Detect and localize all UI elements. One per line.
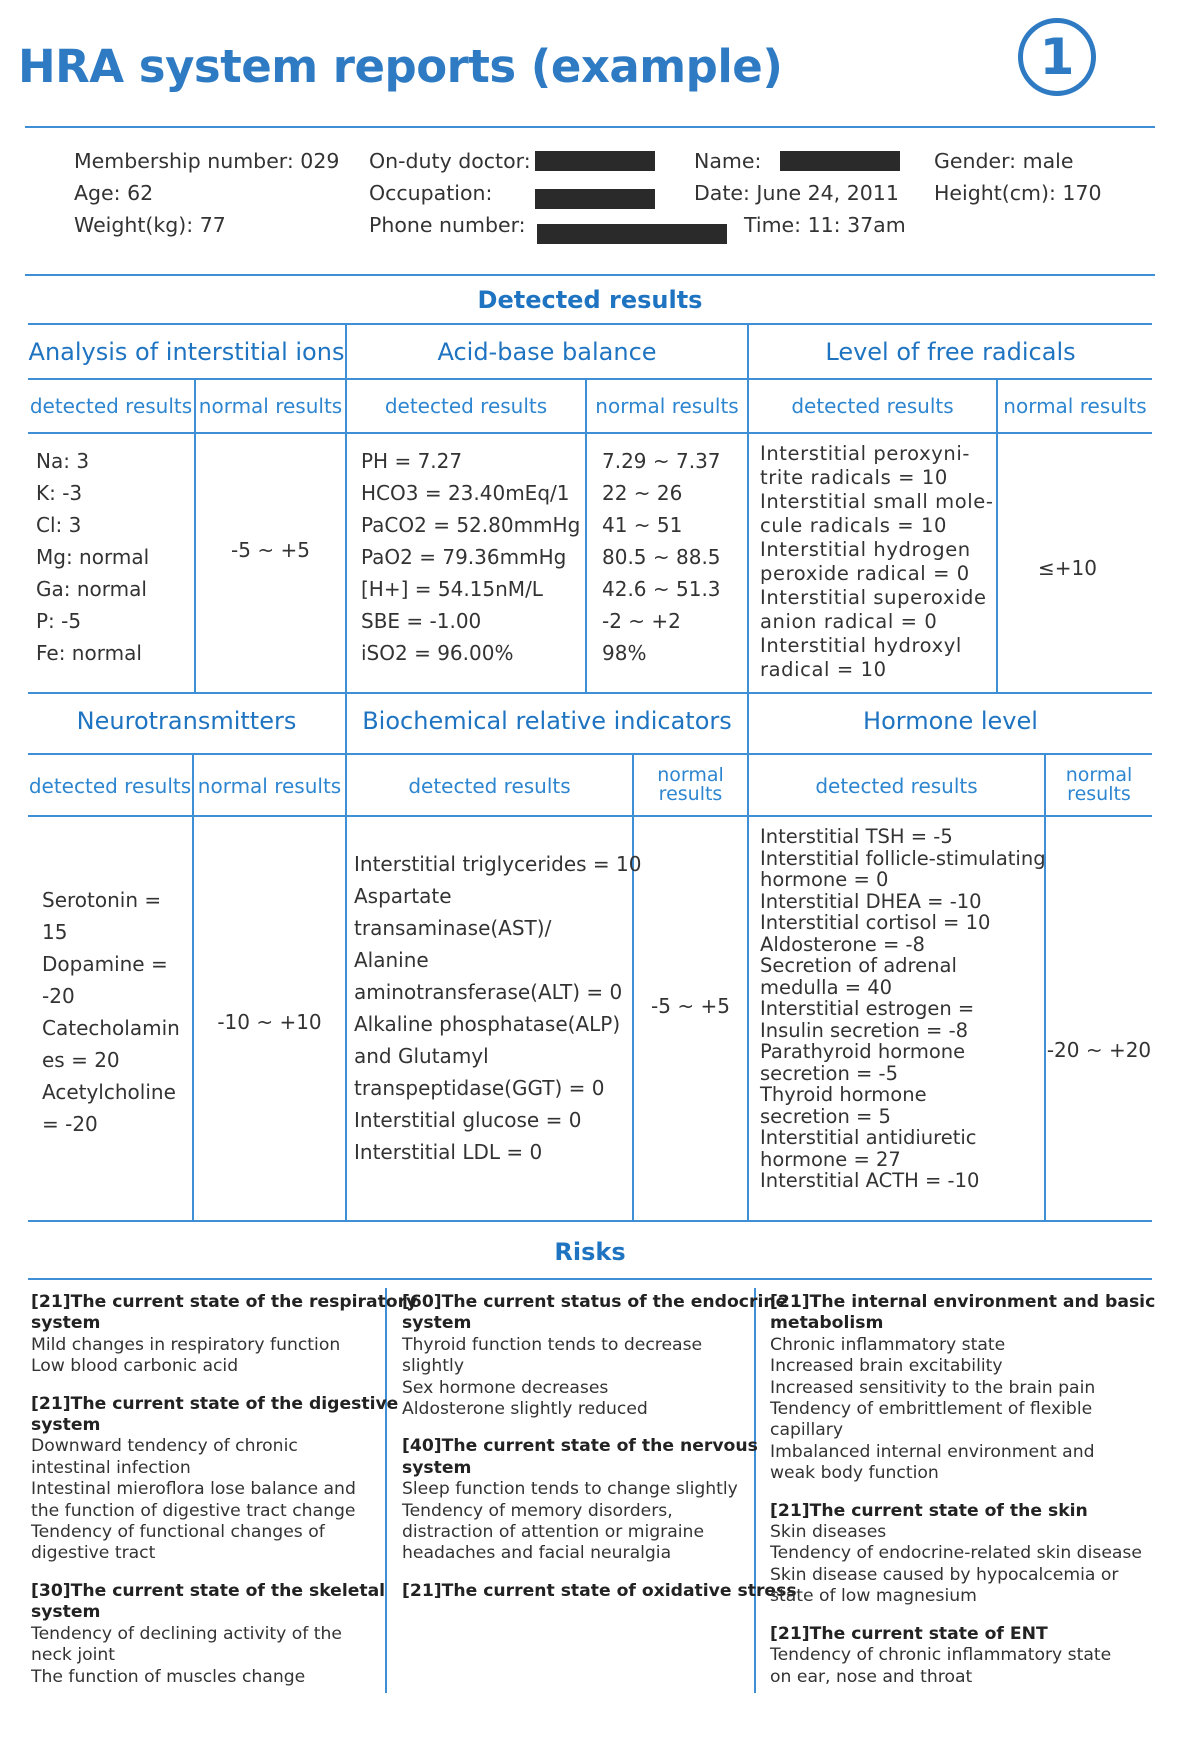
value-line: Interstitial peroxyni-: [760, 442, 971, 465]
value-line: trite radicals = 10: [760, 466, 948, 489]
risk-item: Tendency of chronic inflammatory state: [770, 1645, 1112, 1666]
col-normal-results-line: results: [658, 783, 723, 805]
table-divider: [996, 378, 998, 692]
value-line: = -20: [42, 1112, 98, 1136]
table-rule: [28, 1220, 1152, 1222]
date: Date: June 24, 2011: [694, 181, 899, 205]
risk-item: Tendency of endocrine-related skin disease: [770, 1543, 1142, 1564]
col-normal-results: normal results: [1003, 394, 1147, 418]
acid-base-values: [361, 445, 580, 669]
interstitial-normal: -5 ~ +5: [231, 538, 310, 562]
risk-item: Thyroid function tends to decrease: [402, 1334, 703, 1355]
risk-item: Tendency of memory disorders,: [402, 1500, 673, 1521]
value-line: Mg: normal: [36, 545, 150, 569]
risk-item: Tendency of declining activity of the: [31, 1623, 343, 1644]
value-line: Aspartate: [354, 884, 452, 908]
table-divider: [345, 692, 347, 1220]
value-line: PaCO2 = 52.80mmHg: [361, 513, 581, 537]
risk-item: Increased sensitivity to the brain pain: [770, 1377, 1096, 1398]
col-normal-results-line: results: [1067, 783, 1131, 805]
risks-column-2: [402, 1292, 797, 1602]
doctor-label: On-duty doctor:: [369, 149, 531, 173]
risk-spacer: [31, 1565, 417, 1581]
col-normal-results: [1046, 766, 1152, 804]
risk-item: capillary: [770, 1420, 843, 1441]
value-line: hormone = 27: [760, 1147, 901, 1171]
free-radicals-normal: ≤+10: [1038, 556, 1097, 580]
weight: Weight(kg): 77: [74, 213, 226, 237]
risk-spacer: [770, 1485, 1155, 1501]
info-rule: [25, 274, 1155, 276]
neurotransmitters-values: [42, 884, 180, 1140]
risk-item: Sex hormone decreases: [402, 1377, 609, 1398]
table-rule: [28, 432, 1152, 434]
risk-heading: [21]The current state of the respiratory: [31, 1292, 418, 1312]
acid-base-normals: [602, 445, 721, 669]
value-line: radical = 10: [760, 658, 887, 681]
value-line: Insulin secretion = -8: [760, 1018, 969, 1042]
value-line: P: -5: [36, 609, 82, 633]
redacted-name: [780, 151, 900, 171]
col-detected-results: detected results: [791, 394, 954, 418]
value-line: secretion = 5: [760, 1104, 891, 1128]
col-normal-results: normal results: [197, 774, 342, 798]
risk-heading: [21]The current state of the digestive: [31, 1393, 399, 1414]
value-line: medulla = 40: [760, 975, 893, 999]
table-divider: [585, 378, 587, 692]
table-rule: [28, 753, 1152, 755]
acid-base-title: Acid-base balance: [437, 338, 657, 366]
value-line: Interstitial DHEA = -10: [760, 889, 982, 913]
value-line: aminotransferase(ALT) = 0: [354, 980, 623, 1004]
risks-title: Risks: [554, 1238, 626, 1266]
redacted-phone: [537, 224, 727, 244]
risk-item: digestive tract: [31, 1543, 156, 1564]
col-detected-results: detected results: [408, 774, 571, 798]
value-line: Na: 3: [36, 449, 90, 473]
value-line: Interstitial ACTH = -10: [760, 1169, 980, 1192]
value-line: Interstitial antidiuretic: [760, 1126, 977, 1149]
report-title: HRA system reports (example): [18, 40, 783, 93]
value-line: PaO2 = 79.36mmHg: [361, 545, 567, 569]
value-line: Aldosterone = -8: [760, 932, 925, 956]
risk-heading: system: [31, 1602, 101, 1623]
value-line: Fe: normal: [36, 641, 142, 665]
risk-item: Low blood carbonic acid: [31, 1356, 239, 1377]
value-line: K: -3: [36, 481, 83, 505]
value-line: anion radical = 0: [760, 610, 938, 633]
risk-heading: metabolism: [770, 1313, 884, 1334]
hormone-level-title: Hormone level: [863, 707, 1038, 735]
risk-item: the function of digestive tract change: [31, 1500, 356, 1521]
header-rule: [25, 126, 1155, 128]
page-number-badge: 1: [1018, 18, 1096, 96]
risk-item: Mild changes in respiratory function: [31, 1334, 341, 1355]
risk-heading: [21]The current state of oxidative stress: [402, 1580, 797, 1601]
col-normal-results-line: normal: [1065, 764, 1133, 786]
value-line: Cl: 3: [36, 513, 82, 537]
value-line: peroxide radical = 0: [760, 562, 970, 585]
hormone-values: [760, 826, 1046, 1192]
value-line: Thyroid hormone: [760, 1083, 927, 1106]
col-normal-results-line: normal: [657, 764, 724, 786]
table-rule: [28, 692, 1152, 694]
col-detected-results: detected results: [384, 394, 548, 418]
table-divider: [747, 323, 749, 693]
risk-item: Imbalanced internal environment and: [770, 1441, 1095, 1462]
table-rule: [28, 378, 1152, 380]
risks-rule: [28, 1278, 1152, 1280]
risk-spacer: [770, 1608, 1155, 1624]
free-radicals-values: [760, 442, 994, 682]
normal-line: 42.6 ~ 51.3: [602, 577, 721, 601]
risk-item: Downward tendency of chronic: [31, 1436, 298, 1457]
risks-column-1: [31, 1292, 417, 1688]
risk-item: The function of muscles change: [31, 1666, 306, 1687]
interstitial-ions-title: Analysis of interstitial ions: [28, 338, 345, 366]
risk-item: Chronic inflammatory state: [770, 1334, 1006, 1355]
normal-line: -2 ~ +2: [602, 609, 681, 633]
membership-number: Membership number: 029: [74, 149, 340, 173]
risk-item: Aldosterone slightly reduced: [402, 1399, 648, 1420]
risk-spacer: [402, 1565, 797, 1581]
value-line: Parathyroid hormone: [760, 1040, 966, 1063]
risk-spacer: [402, 1420, 797, 1436]
value-line: Interstitial cortisol = 10: [760, 911, 991, 934]
value-line: Alkaline phosphatase(ALP): [354, 1012, 621, 1036]
value-line: -20: [42, 984, 75, 1008]
table-rule: [28, 323, 1152, 325]
value-line: Catecholamin: [42, 1016, 180, 1040]
table-divider: [345, 323, 347, 693]
value-line: transpeptidase(GGT) = 0: [354, 1076, 605, 1100]
normal-line: 80.5 ~ 88.5: [602, 545, 721, 569]
value-line: Alanine: [354, 948, 429, 972]
risks-column-3: [770, 1292, 1155, 1688]
col-normal-results: normal results: [595, 394, 739, 418]
risk-item: Increased brain excitability: [770, 1356, 1003, 1377]
risk-item: Intestinal mieroflora lose balance and: [31, 1479, 356, 1500]
risk-item: distraction of attention or migraine: [402, 1522, 705, 1543]
height: Height(cm): 170: [934, 181, 1102, 205]
value-line: Interstitial LDL = 0: [354, 1140, 543, 1164]
value-line: SBE = -1.00: [361, 609, 482, 633]
risk-item: intestinal infection: [31, 1457, 191, 1478]
neurotransmitters-title: Neurotransmitters: [76, 707, 297, 735]
name-label: Name:: [694, 149, 762, 173]
risk-item: on ear, nose and throat: [770, 1666, 973, 1687]
risk-heading: system: [402, 1457, 472, 1478]
time: Time: 11: 37am: [744, 213, 906, 237]
interstitial-values: [36, 445, 149, 669]
phone-label: Phone number:: [369, 213, 526, 237]
col-detected-results: detected results: [29, 394, 193, 418]
normal-line: 7.29 ~ 7.37: [602, 449, 721, 473]
value-line: and Glutamyl: [354, 1044, 489, 1068]
risk-item: weak body function: [770, 1463, 939, 1484]
risk-heading: [21]The current state of the skin: [770, 1500, 1088, 1521]
risk-item: state of low magnesium: [770, 1586, 977, 1607]
normal-line: 41 ~ 51: [602, 513, 683, 537]
value-line: Interstitial follicle-stimulating: [760, 846, 1046, 870]
neurotransmitters-normal: -10 ~ +10: [217, 1010, 322, 1034]
value-line: Interstitial estrogen =: [760, 997, 975, 1020]
risk-item: Sleep function tends to change slightly: [402, 1479, 738, 1500]
risk-heading: system: [31, 1415, 101, 1436]
value-line: es = 20: [42, 1048, 120, 1072]
value-line: Interstitial hydrogen: [760, 538, 971, 561]
value-line: Interstitial TSH = -5: [760, 825, 953, 848]
risk-item: Skin disease caused by hypocalcemia or: [770, 1564, 1119, 1585]
risk-heading: [21]The internal environment and basic: [770, 1292, 1156, 1312]
value-line: Dopamine =: [42, 952, 168, 976]
gender: Gender: male: [934, 149, 1074, 173]
value-line: secretion = -5: [760, 1061, 898, 1085]
risk-heading: [30]The current state of the skeletal: [31, 1580, 386, 1601]
redacted-doctor: [535, 151, 655, 171]
redacted-occupation: [535, 189, 655, 209]
value-line: Interstitial triglycerides = 10: [354, 852, 642, 876]
normal-line: 22 ~ 26: [602, 481, 683, 505]
value-line: Interstitial hydroxyl: [760, 634, 962, 657]
detected-results-title: Detected results: [477, 286, 703, 314]
col-normal-results: [634, 766, 747, 804]
value-line: Interstitial small mole-: [760, 490, 994, 513]
risk-item: headaches and facial neuralgia: [402, 1543, 672, 1564]
risk-heading: [60]The current status of the endocrine: [402, 1292, 788, 1312]
risk-item: neck joint: [31, 1645, 116, 1666]
value-line: 15: [42, 920, 68, 944]
risk-heading: [21]The current state of ENT: [770, 1623, 1048, 1644]
value-line: cule radicals = 10: [760, 514, 948, 537]
col-normal-results: normal results: [198, 394, 343, 418]
value-line: iSO2 = 96.00%: [361, 641, 514, 665]
table-rule: [28, 815, 1152, 817]
biochemical-values: [354, 848, 641, 1168]
biochemical-title: Biochemical relative indicators: [362, 707, 732, 735]
risk-heading: [40]The current state of the nervous: [402, 1436, 758, 1457]
value-line: hormone = 0: [760, 868, 889, 891]
value-line: transaminase(AST)/: [354, 916, 552, 940]
table-divider: [747, 692, 749, 1220]
biochemical-normal: -5 ~ +5: [651, 994, 730, 1018]
value-line: PH = 7.27: [361, 449, 463, 473]
value-line: Interstitial superoxide: [760, 586, 987, 609]
free-radicals-title: Level of free radicals: [825, 338, 1076, 366]
occupation-label: Occupation:: [369, 181, 493, 205]
risk-heading: system: [31, 1313, 101, 1334]
value-line: Interstitial glucose = 0: [354, 1108, 582, 1132]
value-line: [H+] = 54.15nM/L: [361, 577, 543, 601]
risk-item: Tendency of functional changes of: [31, 1522, 325, 1543]
risk-spacer: [31, 1378, 417, 1394]
col-detected-results: detected results: [815, 774, 978, 798]
risk-heading: system: [402, 1313, 472, 1334]
normal-line: 98%: [602, 641, 647, 665]
value-line: Serotonin =: [42, 888, 162, 912]
value-line: Acetylcholine: [42, 1080, 176, 1104]
risk-item: Skin diseases: [770, 1522, 887, 1543]
age: Age: 62: [74, 181, 154, 205]
risk-item: slightly: [402, 1356, 464, 1377]
value-line: HCO3 = 23.40mEq/1: [361, 481, 570, 505]
risk-item: Tendency of embrittlement of flexible: [770, 1399, 1093, 1420]
hormone-normal: -20 ~ +20: [1046, 1038, 1152, 1062]
value-line: Ga: normal: [36, 577, 147, 601]
value-line: Secretion of adrenal: [760, 954, 957, 977]
col-detected-results: detected results: [28, 774, 192, 798]
table-divider: [192, 753, 194, 1220]
